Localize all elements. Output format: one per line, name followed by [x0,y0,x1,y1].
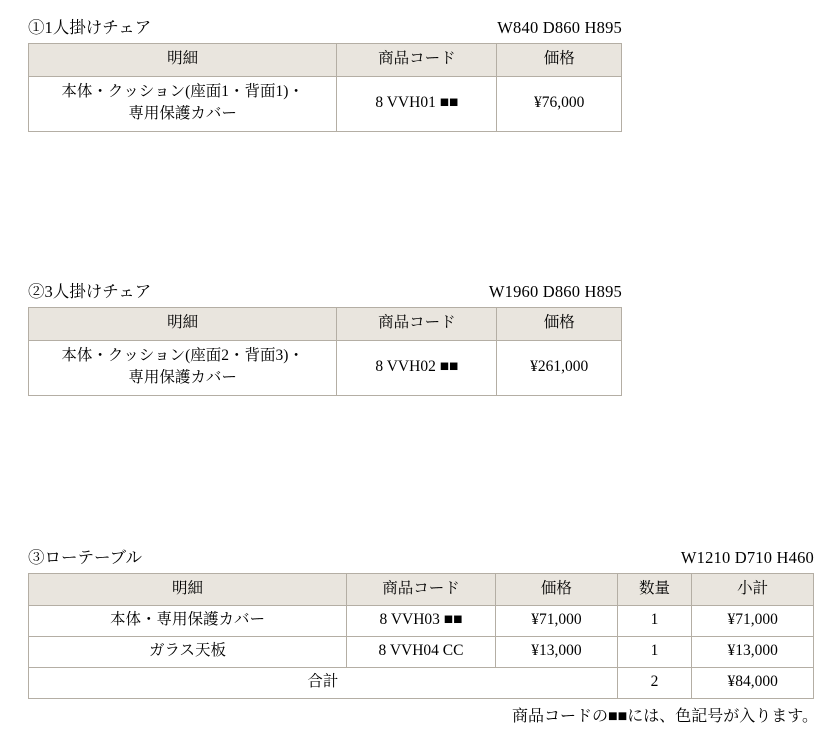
column-header-detail: 明細 [29,43,337,76]
table-row [29,340,622,395]
table-row [29,636,814,667]
cell-subtotal: ¥71,000 [692,605,814,636]
column-header-price: 価格 [497,43,622,76]
detail-line-2: 専用保護カバー [128,105,237,123]
cell-detail [29,340,337,395]
cell-total-quantity: 2 [617,667,692,698]
product-section-1 [28,18,622,132]
section-2-header [28,282,622,307]
section-2-table [28,307,622,396]
column-header-detail: 明細 [29,307,337,340]
column-header-quantity: 数量 [617,573,692,605]
cell-price: ¥76,000 [497,76,622,131]
cell-subtotal: ¥13,000 [692,636,814,667]
table-header-row [29,573,814,605]
section-2-dimensions: W1960 D860 H895 [488,282,622,301]
section-3-table [28,573,814,699]
section-3-title: ③ローテーブル [28,548,143,567]
table-total-row [29,667,814,698]
table-header-row [29,307,622,340]
cell-detail [29,76,337,131]
cell-detail: 本体・専用保護カバー [29,605,347,636]
column-header-code: 商品コード [337,307,497,340]
cell-product-code: 8 VVH01 ■■ [337,76,497,131]
cell-quantity: 1 [617,636,692,667]
cell-product-code: 8 VVH02 ■■ [337,340,497,395]
cell-price: ¥13,000 [496,636,618,667]
section-1-dimensions: W840 D860 H895 [497,18,622,37]
table-row [29,76,622,131]
product-section-2 [28,282,622,396]
detail-line-2: 専用保護カバー [128,369,237,387]
detail-line-1: 本体・クッション(座面2・背面3)・ [61,346,304,364]
footnote-text: 商品コードの■■には、色記号が入ります。 [511,708,818,725]
section-3-header [28,548,814,573]
column-header-subtotal: 小計 [692,573,814,605]
section-1-title: ①1人掛けチェア [28,18,152,37]
column-header-detail: 明細 [29,573,347,605]
cell-price: ¥71,000 [496,605,618,636]
cell-total-amount: ¥84,000 [692,667,814,698]
cell-detail: ガラス天板 [29,636,347,667]
cell-product-code: 8 VVH04 CC [346,636,495,667]
section-3-dimensions: W1210 D710 H460 [680,548,814,567]
section-1-header [28,18,622,43]
column-header-price: 価格 [496,573,618,605]
cell-total-label: 合計 [29,667,618,698]
detail-line-1: 本体・クッション(座面1・背面1)・ [61,82,304,100]
column-header-code: 商品コード [346,573,495,605]
section-2-title: ②3人掛けチェア [28,282,152,301]
section-1-table [28,43,622,132]
column-header-code: 商品コード [337,43,497,76]
product-section-3 [28,548,814,699]
cell-price: ¥261,000 [497,340,622,395]
cell-product-code: 8 VVH03 ■■ [346,605,495,636]
column-header-price: 価格 [497,307,622,340]
table-row [29,605,814,636]
cell-quantity: 1 [617,605,692,636]
table-header-row [29,43,622,76]
